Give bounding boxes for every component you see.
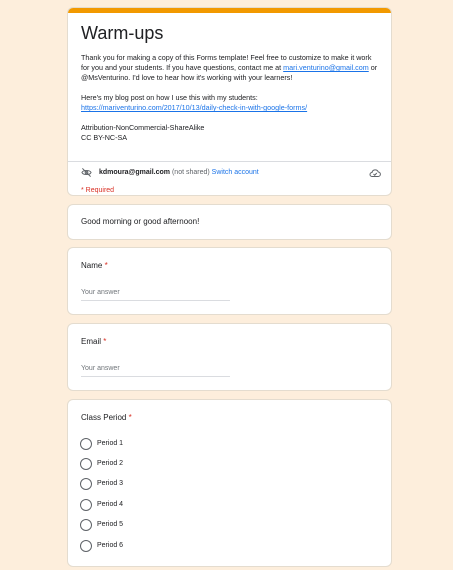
account-row [81, 167, 381, 179]
period-option-6[interactable] [80, 539, 280, 553]
license-line-2: CC BY-NC-SA [81, 133, 128, 142]
question-card-class-period [67, 399, 392, 567]
header-divider [68, 161, 391, 162]
option-label: Period 5 [97, 521, 124, 528]
period-option-2[interactable] [80, 457, 280, 471]
question-label-name: Name [81, 261, 103, 270]
radio-button[interactable] [80, 458, 92, 470]
option-label: Period 6 [97, 542, 124, 549]
option-label: Period 4 [97, 501, 124, 508]
form-title: Warm-ups [81, 23, 164, 43]
question-label-email: Email [81, 337, 102, 346]
required-note: * Required [81, 187, 115, 194]
header-accent-bar [68, 8, 391, 13]
account-email-line [99, 167, 259, 179]
question-card-email [67, 323, 392, 391]
period-option-4[interactable] [80, 498, 280, 512]
description-paragraph-3 [81, 123, 381, 143]
radio-button[interactable] [80, 540, 92, 552]
blog-post-link[interactable]: https://mariventurino.com/2017/10/13/daily-check-in-with-google-forms/ [81, 103, 308, 112]
cloud-saved-icon [369, 167, 381, 179]
shared-status: (not shared) [171, 169, 210, 176]
option-label: Period 2 [97, 460, 124, 467]
contact-email-link[interactable]: mari.venturino@gmail.com [283, 63, 369, 72]
question-title-class-period [81, 413, 132, 422]
name-input[interactable]: Your answer [81, 288, 230, 301]
required-asterisk: * [104, 261, 108, 270]
radio-button[interactable] [80, 519, 92, 531]
question-title-name [81, 261, 108, 270]
period-option-1[interactable] [80, 437, 280, 451]
option-label: Period 1 [97, 440, 124, 447]
license-line-1: Attribution-NonCommercial-ShareAlike [81, 123, 205, 132]
radio-button[interactable] [80, 438, 92, 450]
required-asterisk: * [128, 413, 132, 422]
form-description [81, 53, 381, 153]
required-asterisk: * [103, 337, 107, 346]
email-input[interactable]: Your answer [81, 364, 230, 377]
question-title-email [81, 337, 106, 346]
period-option-5[interactable] [80, 518, 280, 532]
description-text-1b: or @MsVenturino. I'd love to hear how it's working with your learners! [81, 63, 378, 82]
description-text-2: Here's my blog post on how I use this with my students: [81, 93, 258, 102]
greeting-text: Good morning or good afternoon! [81, 217, 200, 226]
description-paragraph-2 [81, 93, 381, 113]
question-card-name [67, 247, 392, 315]
account-email: kdmoura@gmail.com [99, 169, 171, 176]
description-text-1a: Thank you for making a copy of this Forms template! Feel free to customize to make it work for you and your students. If you have questions, contact me at [81, 53, 372, 72]
eye-off-icon [81, 167, 92, 178]
greeting-card [67, 204, 392, 240]
question-label-class-period: Class Period [81, 413, 127, 422]
switch-account-link[interactable]: Switch account [211, 169, 259, 176]
radio-button[interactable] [80, 499, 92, 511]
description-paragraph-1 [81, 53, 381, 83]
form-header-card [67, 7, 392, 196]
option-label: Period 3 [97, 480, 124, 487]
period-option-3[interactable] [80, 477, 280, 491]
radio-button[interactable] [80, 478, 92, 490]
